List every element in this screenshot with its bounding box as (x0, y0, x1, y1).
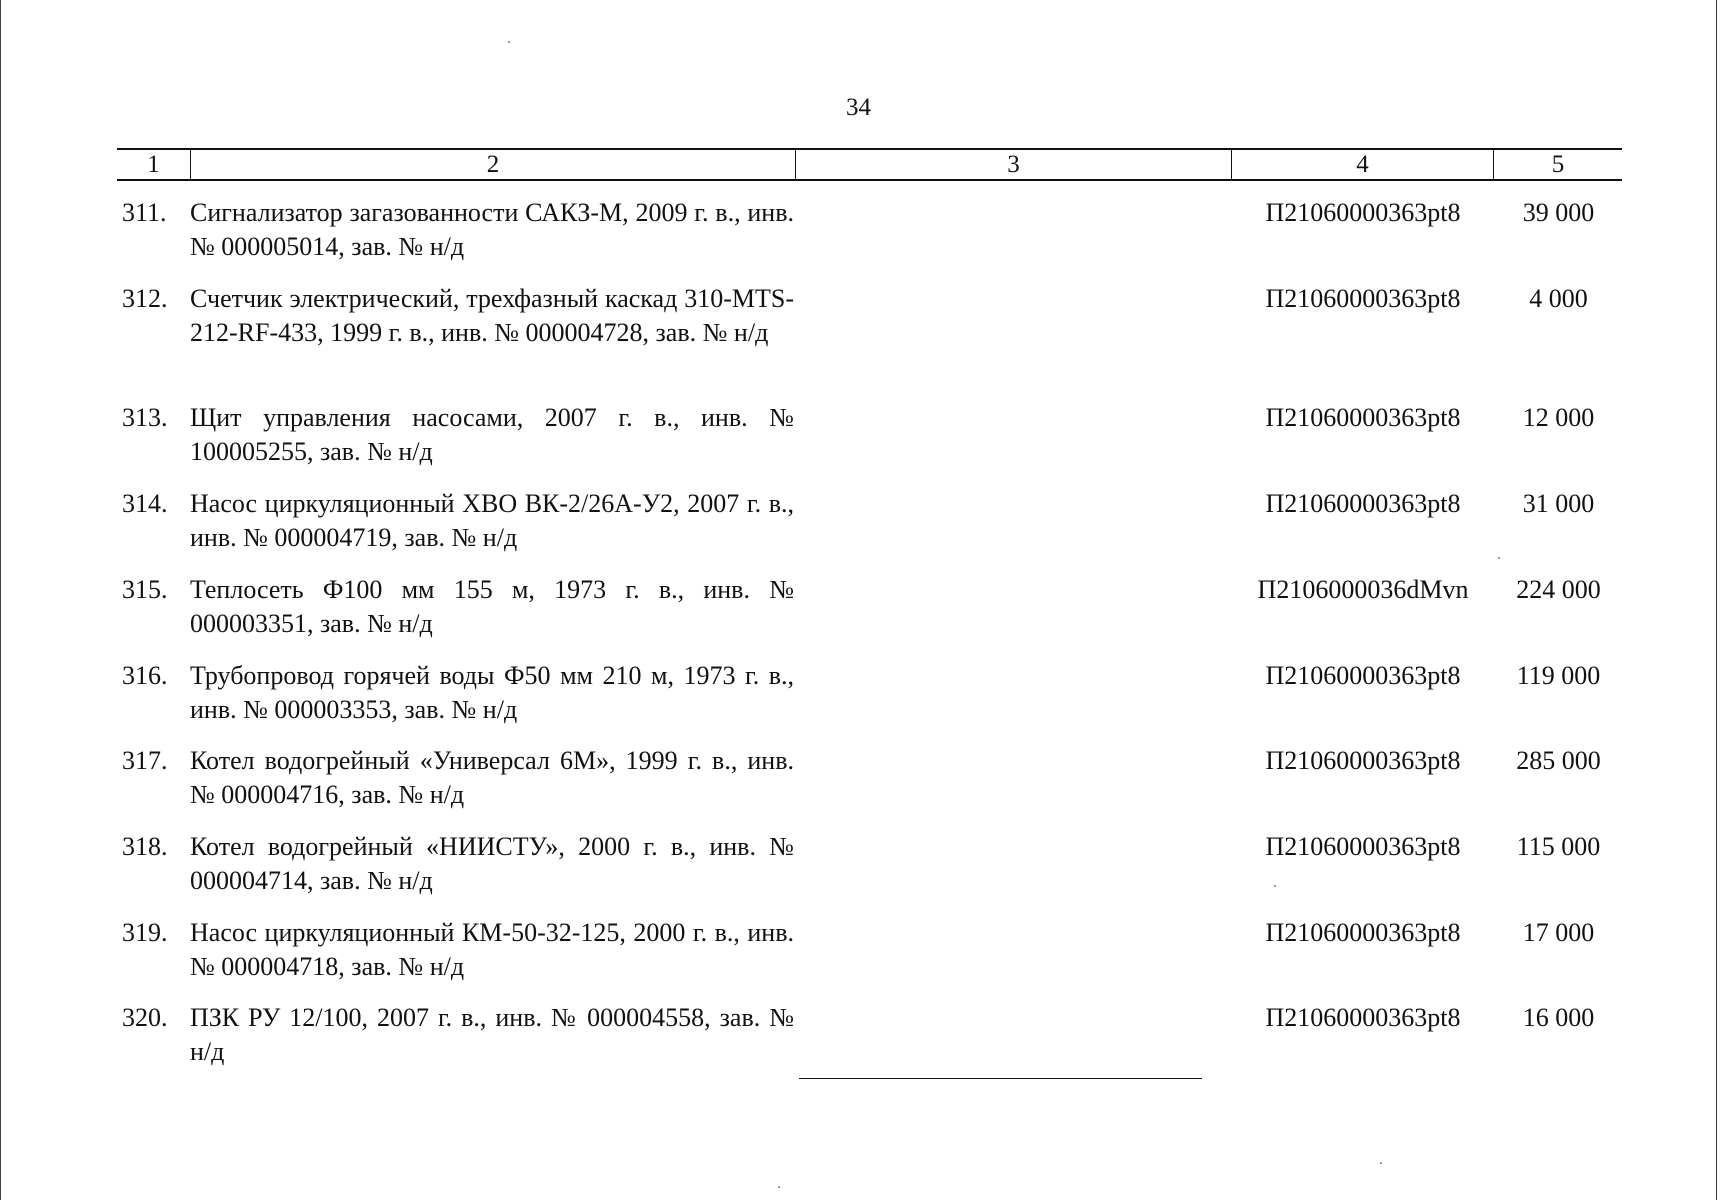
row-description: Щит управления насосами, 2007 г. в., инв. № 100005255, зав. № н/д (190, 403, 794, 466)
row-code: П21060000363pt8 (1265, 1003, 1461, 1032)
scan-speck (1274, 885, 1276, 887)
row-number: 317. (122, 746, 168, 775)
row-number: 314. (122, 489, 168, 518)
row-description: Сигнализатор загазованности САКЗ-М, 2009 г. в., инв. № 000005014, зав. № н/д (190, 198, 794, 261)
row-code: П21060000363pt8 (1265, 661, 1461, 690)
row-description: Котел водогрейный «Универсал 6М», 1999 г. в., инв. № 000004716, зав. № н/д (190, 746, 794, 809)
row-description: Котел водогрейный «НИИСТУ», 2000 г. в., инв. № 000004714, зав. № н/д (190, 832, 794, 895)
row-number: 312. (122, 284, 168, 313)
row-code: П21060000363pt8 (1265, 832, 1461, 861)
row-number: 318. (122, 832, 168, 861)
row-code: П21060000363pt8 (1265, 403, 1461, 432)
page-number (0, 94, 1721, 122)
row-description: Трубопровод горячей воды Ф50 мм 210 м, 1973 г. в., инв. № 000003353, зав. № н/д (190, 661, 794, 724)
row-number: 311. (122, 198, 167, 227)
row-amount: 285 000 (1516, 746, 1601, 775)
row-number: 316. (122, 661, 168, 690)
row-amount: 39 000 (1522, 198, 1595, 227)
table-header (117, 148, 1622, 181)
row-number: 315. (122, 575, 168, 604)
row-amount: 17 000 (1522, 918, 1595, 947)
row-description: Насос циркуляционный КМ-50-32-125, 2000 г. в., инв. № 000004718, зав. № н/д (190, 918, 794, 981)
row-amount: 31 000 (1522, 489, 1595, 518)
row-code: П21060000363pt8 (1265, 918, 1461, 947)
row-code: П21060000363pt8 (1265, 746, 1461, 775)
row-code: П21060000363pt8 (1265, 198, 1461, 227)
row-description: Насос циркуляционный ХВО ВК-2/26А-У2, 2007 г. в., инв. № 000004719, зав. № н/д (190, 489, 794, 552)
row-number: 319. (122, 918, 168, 947)
row-number: 313. (122, 403, 168, 432)
row-code: П21060000363pt8 (1265, 284, 1461, 313)
row-number: 320. (122, 1003, 168, 1032)
page-number-text: 34 (846, 94, 871, 121)
row-amount: 224 000 (1516, 575, 1601, 604)
scan-speck (1498, 557, 1500, 559)
row-description: Счетчик электрический, трехфазный каскад 310-MTS-212-RF-433, 1999 г. в., инв. № 000004728, зав. № н/д (190, 284, 794, 347)
row-amount: 4 000 (1529, 284, 1588, 313)
row-code: П21060000363pt8 (1265, 489, 1461, 518)
scan-speck (1380, 1162, 1382, 1164)
header-col-3: 3 (795, 150, 1231, 179)
scan-speck (778, 1186, 780, 1188)
header-col-5: 5 (1493, 150, 1622, 179)
row-amount: 12 000 (1522, 403, 1595, 432)
row-description: ПЗК РУ 12/100, 2007 г. в., инв. № 000004558, зав. № н/д (190, 1003, 794, 1066)
row-description: Теплосеть Ф100 мм 155 м, 1973 г. в., инв. № 000003351, зав. № н/д (190, 575, 794, 638)
scan-edge-right (1716, 0, 1717, 1200)
row-amount: 16 000 (1522, 1003, 1595, 1032)
row-code: П2106000036dMvn (1257, 575, 1469, 604)
header-col-2: 2 (190, 150, 795, 179)
row-amount: 115 000 (1516, 832, 1601, 861)
header-col-4: 4 (1231, 150, 1493, 179)
scan-speck (508, 41, 510, 43)
header-col-1: 1 (147, 151, 160, 178)
end-of-list-rule (799, 1078, 1202, 1079)
scan-edge-left (0, 0, 1, 1200)
row-amount: 119 000 (1516, 661, 1601, 690)
